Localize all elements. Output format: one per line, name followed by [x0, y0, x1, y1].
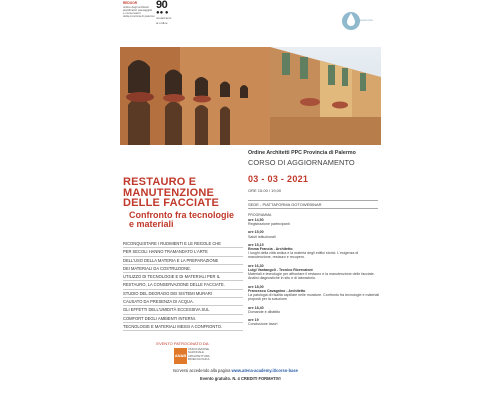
anniversary-sub: novant'anni: [156, 16, 172, 20]
description-line: UTILIZZO DI TECNOLOGIE E DI MATERIALI PER IL: [123, 273, 243, 281]
patron-label: EVENTO PATROCINATO DA:: [156, 341, 210, 346]
program-item: [248, 306, 380, 314]
program-speaker: Emma Francia - Architetto: [248, 247, 293, 251]
event-time: ORE 15.00 / 19,00: [248, 188, 282, 193]
anniversary-logo: [156, 0, 196, 25]
course-label: CORSO DI AGGIORNAMENTO: [248, 158, 355, 167]
title-line: MANUTENZIONE: [123, 186, 215, 199]
program-item: [248, 264, 380, 281]
anab-logo-text: [188, 348, 210, 361]
flyer-page: [120, 0, 381, 400]
description-line: STUDIO DEL DEGRADO DEI SISTEMI MURARI: [123, 290, 243, 298]
program-time: ore 18,00: [248, 284, 264, 289]
program-time: ore 18,40: [248, 305, 264, 310]
program-item: [248, 285, 380, 302]
description-line: DELL'USO DELLA MATERIA E LA PREPARAZIONE: [123, 257, 243, 265]
registration-link[interactable]: www.atena-academy.it/corso-base: [231, 368, 298, 373]
anniversary-sub: ai ordine: [156, 20, 168, 25]
event-venue: SEDE - PIATTAFORMA GOTOWEBINAR: [248, 200, 378, 209]
title-line: RESTAURO E: [123, 176, 197, 188]
program-time: ore 14,50: [248, 218, 264, 222]
facade-photo: [120, 47, 381, 145]
program-speaker: Luigi Vantangoli - Tecnico Ricercatore: [248, 267, 314, 272]
description-line: GLI EFFETTI DELL'UMIDITÀ ECCESSIVA SUL: [123, 306, 243, 314]
order-logo-line: e conservatori: [123, 10, 141, 15]
program-desc: Saluti istituzionali: [248, 234, 276, 239]
program-list: [248, 218, 380, 330]
description-line: PER SECOLI HANNO TRAMANDATO L'ARTE: [123, 248, 243, 256]
description-line: DEI MATERIALI DA COSTRUZIONE.: [123, 265, 243, 273]
credits-prefix: Evento gratuito.: [200, 376, 232, 381]
drop-logo-label: esperienza: [358, 18, 373, 22]
subtitle-line: Confronto fra tecnologie: [129, 210, 234, 220]
order-logo-line: della provincia di palermo: [123, 14, 155, 19]
description-line: TECNOLOGIE E MATERIALI MESSI A CONFRONTO.: [123, 323, 243, 331]
event-subtitle: [129, 211, 241, 229]
event-date: 03 - 03 - 2021: [248, 174, 309, 184]
anab-logo-line: ARCHITETTURA: [188, 353, 210, 358]
program-time: ore 16,30: [248, 263, 264, 268]
program-desc: Materiali e tecnologie per affrontare il restauro e la manutenzione delle facciate. Analisi diagnostiche in situ e di laboratorio.: [248, 272, 375, 281]
anniversary-dots: ●● ●: [156, 10, 169, 16]
program-desc: La patologia di risalita capillare nelle murature. Confronto fra tecnologie e materiali proposti per la soluzione: [248, 292, 380, 302]
program-desc: I luoghi della città antica e la materia degli edifici storici. L'esigenza di manutenzione, restauro e recupero.: [248, 251, 359, 260]
program-header: PROGRAMMA: [248, 213, 272, 217]
program-time: ore 15,00: [248, 230, 264, 235]
anab-logo-line: NAZIONALE: [188, 350, 204, 355]
anniversary-number: 90: [156, 0, 168, 11]
program-time: ore 19: [248, 317, 259, 322]
program-item: [248, 218, 380, 226]
registration-info: [173, 368, 381, 373]
anab-logo-line: ASSOCIAZIONE: [188, 347, 209, 351]
program-desc: Domande e dibattito: [248, 309, 281, 314]
event-description: [123, 240, 243, 331]
anab-logo-line: BIOECOLOGICA: [188, 357, 210, 362]
credits-info: [200, 376, 281, 381]
organizer-name: Ordine Architetti PPC Provincia di Palermo: [248, 150, 356, 156]
program-time: ore 15,15: [248, 242, 264, 247]
order-logo-line: pianificatori paesaggisti: [123, 7, 153, 12]
program-item: [248, 243, 380, 260]
description-line: RESTAURO, LA CONSERVAZIONE DELLE FACCIATE.: [123, 281, 243, 289]
program-desc: Conclusione lavori: [248, 322, 278, 327]
description-line: RICONQUISTARE I RUDIMENTI E LE REGOLE CHE: [123, 240, 243, 248]
program-item: [248, 318, 380, 326]
registration-text: Iscrversi accedendo alla pagina: [173, 368, 231, 373]
title-line: DELLE FACCIATE: [123, 197, 220, 209]
program-item: [248, 230, 380, 238]
credits-value: N. 4 CREDITI FORMATIVI: [232, 376, 281, 381]
subtitle-line: e materiali: [129, 219, 174, 229]
event-title: [123, 177, 243, 209]
order-logo-mark: REDOOR: [123, 1, 137, 5]
description-line: COMFORT DEGLI AMBIENTI INTERNI.: [123, 315, 243, 323]
program-speaker: Francesco Cavagnino - Architetto: [248, 288, 306, 293]
anab-logo: ANAB: [174, 348, 187, 364]
program-desc: Registrazione partecipanti: [248, 222, 290, 227]
description-line: CAUSATO DA PRESENZA DI ACQUA.: [123, 298, 243, 306]
order-logo-line: ordine degli architetti: [123, 4, 149, 9]
